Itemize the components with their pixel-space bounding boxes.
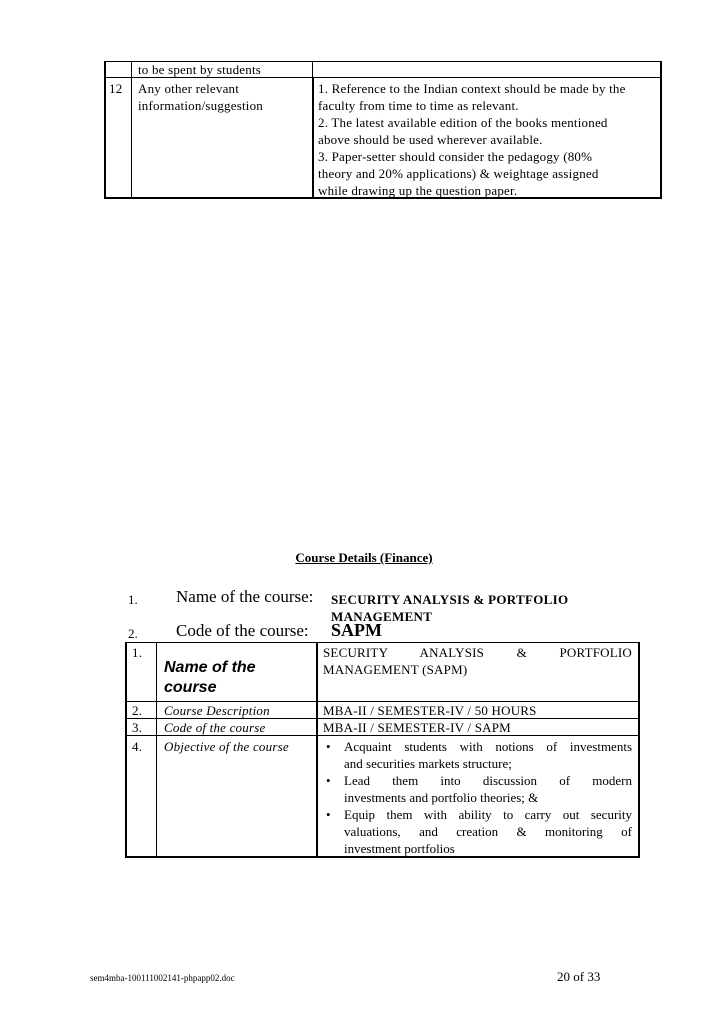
course-row-number: 1.	[132, 645, 143, 660]
course-description-label: Course Description	[164, 703, 270, 718]
objective-line: investments and portfolio theories; &	[344, 790, 539, 805]
row12-text-line: while drawing up the question paper.	[318, 183, 518, 198]
row12-text-line: 1. Reference to the Indian context should be made by the	[318, 81, 626, 96]
row12-text-line: above should be used wherever available.	[318, 132, 543, 147]
course-name-value-line: MANAGEMENT (SAPM)	[323, 662, 468, 677]
row12-text	[318, 80, 656, 199]
bullet-icon: •	[326, 807, 331, 822]
course-code-value: MBA-II / SEMESTER-IV / SAPM	[323, 720, 511, 735]
course-code-label: Code of the course	[164, 720, 266, 735]
top-table-border-right	[660, 61, 662, 199]
objective-line: investment portfolios	[344, 841, 455, 856]
course-name-value	[323, 644, 632, 678]
intro-course-name-line: SECURITY ANALYSIS & PORTFOLIO	[331, 592, 569, 607]
course-description-value: MBA-II / SEMESTER-IV / 50 HOURS	[323, 703, 537, 718]
row12-text-line: 3. Paper-setter should consider the pedagogy (80%	[318, 149, 593, 164]
row12-label-line: Any other relevant	[138, 81, 240, 96]
objective-bullet-item	[322, 806, 632, 857]
bullet-icon: •	[326, 773, 331, 788]
objective-line: Equip them with ability to carry out security	[344, 807, 632, 822]
row12-text-line: 2. The latest available edition of the books mentioned	[318, 115, 608, 130]
course-name-value-line: SECURITY ANALYSIS & PORTFOLIO	[323, 645, 632, 660]
course-table-col-divider-1	[156, 642, 157, 858]
objective-line: valuations, and creation & monitoring of	[344, 824, 632, 839]
row12-text-line: faculty from time to time as relevant.	[318, 98, 519, 113]
top-table-col-divider-2a	[312, 61, 313, 77]
top-table-col-divider-1	[131, 61, 132, 199]
intro-item-number: 1.	[128, 592, 138, 607]
course-row-number: 3.	[132, 720, 143, 735]
top-table-col-divider-2b	[312, 77, 314, 199]
intro-course-code: SAPM	[331, 620, 382, 640]
intro-course-name-line: MANAGEMENT	[331, 609, 433, 624]
top-table-border-left	[104, 61, 106, 199]
course-row-number: 2.	[132, 703, 143, 718]
objective-bullet-item	[322, 738, 632, 772]
row12-text-line: theory and 20% applications) & weightage assigned	[318, 166, 599, 181]
course-objective-label: Objective of the course	[164, 739, 289, 754]
row11-fragment: to be spent by students	[138, 62, 262, 77]
course-name-label-line: Name of the	[164, 659, 256, 676]
bullet-icon: •	[326, 739, 331, 754]
course-table-border-left	[125, 642, 127, 858]
footer-page-number: 20 of 33	[557, 969, 601, 984]
objective-bullet-item	[322, 772, 632, 806]
course-name-label	[164, 658, 256, 698]
footer-filename: sem4mba-100111002141-phpapp02.doc	[90, 973, 235, 983]
intro-item-number: 2.	[128, 626, 138, 641]
course-table-col-divider-2	[316, 642, 318, 858]
objective-line: Acquaint students with notions of investments	[344, 739, 632, 754]
row12-number: 12	[109, 81, 123, 96]
section-heading: Course Details (Finance)	[295, 550, 433, 565]
course-objective-list	[322, 738, 632, 857]
course-table-border-top	[125, 642, 639, 643]
row12-label	[138, 80, 263, 114]
intro-item-label: Code of the course:	[176, 621, 309, 640]
course-table-border-right	[638, 642, 640, 858]
objective-line: and securities markets structure;	[344, 756, 512, 771]
intro-item-label: Name of the course:	[176, 587, 314, 606]
objective-line: Lead them into discussion of modern	[344, 773, 632, 788]
course-name-label-line: course	[164, 679, 217, 696]
course-row-number: 4.	[132, 739, 143, 754]
row12-label-line: information/suggestion	[138, 98, 263, 113]
